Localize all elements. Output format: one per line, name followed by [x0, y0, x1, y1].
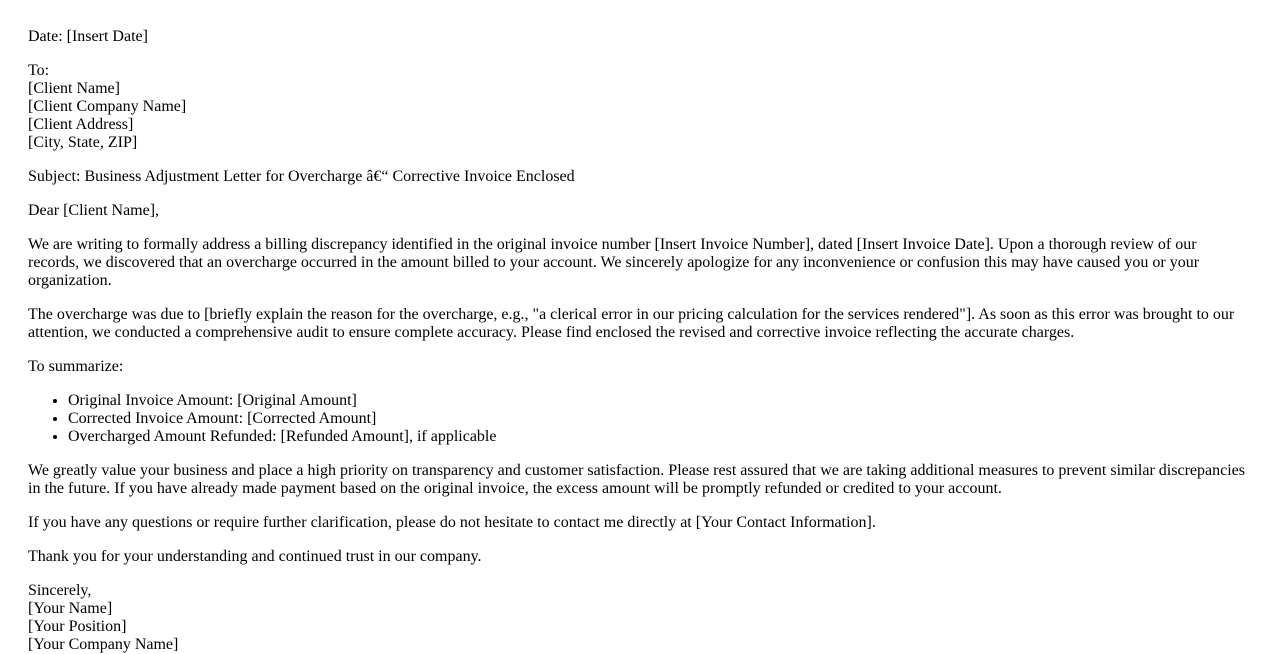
summary-item-corrected-amount: • Corrected Invoice Amount: [Corrected Amount]	[68, 410, 1250, 428]
recipient-block	[28, 62, 1250, 152]
recipient-line-company-name: [Client Company Name]	[28, 98, 187, 115]
summary-list	[28, 392, 1250, 446]
date-line: Date: [Insert Date]	[28, 28, 148, 45]
summary-item-original-amount: • Original Invoice Amount: [Original Amount]	[68, 392, 1250, 410]
recipient-line-address: [Client Address]	[28, 116, 134, 133]
salutation: Dear [Client Name],	[28, 202, 160, 219]
signature-block	[28, 582, 1250, 654]
signature-valediction: Sincerely,	[28, 582, 92, 599]
signature-line-company: [Your Company Name]	[28, 636, 179, 653]
summary-item-refunded-amount: • Overcharged Amount Refunded: [Refunded Amount], if applicable	[68, 428, 1250, 446]
body-paragraph-reason: The overcharge was due to [briefly explain the reason for the overcharge, e.g., "a clerical error in our pricing calculation for the services rendered"]. As soon as this error was brought to our attention, we conducted a comprehensive audit to ensure complete accuracy. Please find enclosed the revised and corrective invoice reflecting the accurate charges.	[28, 306, 1235, 341]
body-paragraph-discrepancy: We are writing to formally address a billing discrepancy identified in the original invoice number [Insert Invoice Number], dated [Insert Invoice Date]. Upon a thorough review of our records, we discovered that an overcharge occurred in the amount billed to your account. We sincerely apologize for any inconvenience or confusion this may have caused you or your organization.	[28, 236, 1200, 289]
subject-line: Subject: Business Adjustment Letter for Overcharge â€“ Corrective Invoice Enclosed	[28, 168, 575, 185]
closing-paragraph-thanks: Thank you for your understanding and continued trust in our company.	[28, 548, 482, 565]
closing-paragraph-contact: If you have any questions or require further clarification, please do not hesitate to contact me directly at [Your Contact Information].	[28, 514, 876, 531]
signature-line-name: [Your Name]	[28, 600, 113, 617]
summary-intro: To summarize:	[28, 358, 124, 375]
recipient-label: To:	[28, 62, 50, 79]
recipient-line-city-state-zip: [City, State, ZIP]	[28, 134, 138, 151]
signature-line-position: [Your Position]	[28, 618, 127, 635]
closing-paragraph-value: We greatly value your business and place a high priority on transparency and customer satisfaction. Please rest assured that we are taking additional measures to prevent similar discrepancies in the future. If you have already made payment based on the original invoice, the excess amount will be promptly refunded or credited to your account.	[28, 462, 1245, 497]
recipient-line-client-name: [Client Name]	[28, 80, 120, 97]
